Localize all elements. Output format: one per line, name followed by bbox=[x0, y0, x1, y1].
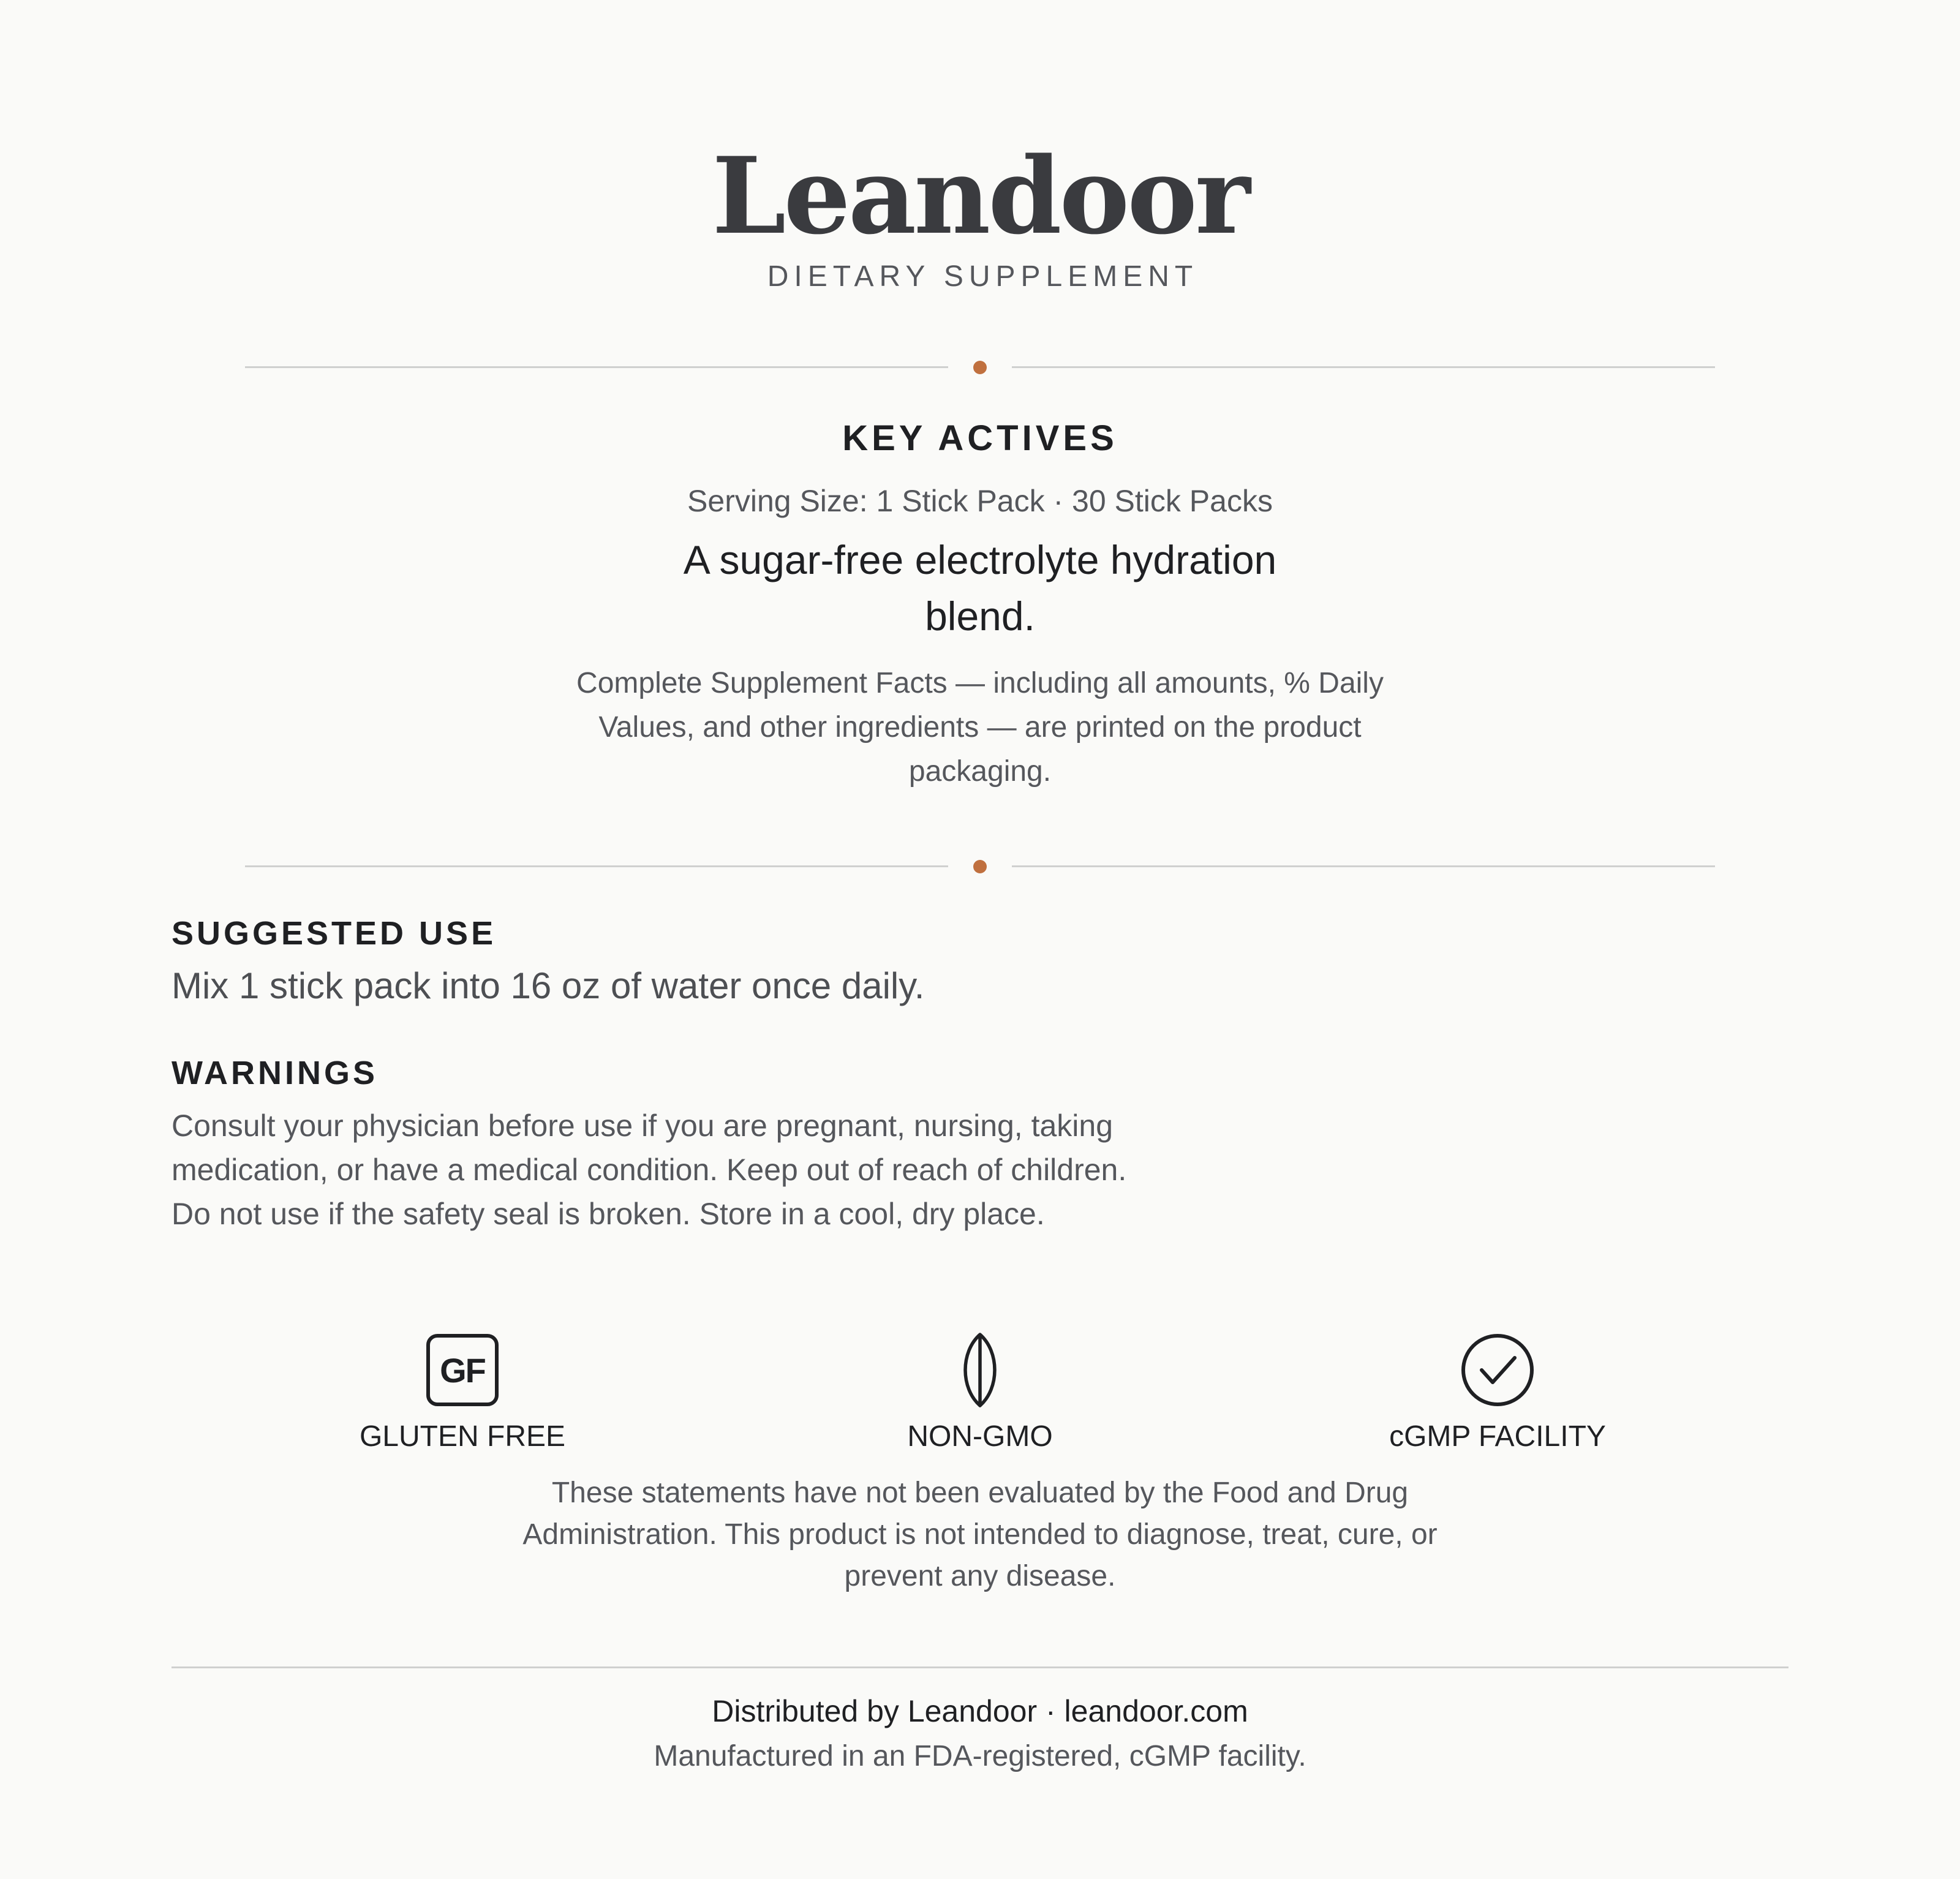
fda-disclaimer bbox=[0, 1472, 1960, 1597]
key-actives-title: KEY ACTIVES bbox=[842, 418, 1118, 458]
badge-label: GLUTEN FREE bbox=[359, 1420, 566, 1453]
distributor-line: Distributed by Leandoor · leandoor.com bbox=[712, 1694, 1248, 1728]
badge-non-gmo bbox=[796, 1329, 1164, 1455]
badge-cgmp bbox=[1314, 1329, 1681, 1455]
ornament-divider bbox=[245, 361, 1715, 373]
ornament-divider bbox=[245, 860, 1715, 872]
divider-line-right bbox=[1012, 865, 1715, 867]
product-tagline: A sugar-free electrolyte hydration blend. bbox=[683, 537, 1277, 639]
divider-line-right bbox=[1012, 366, 1715, 368]
divider-dot bbox=[973, 361, 987, 374]
leaf-icon bbox=[796, 1329, 1164, 1411]
brand-header bbox=[0, 134, 1960, 294]
divider-line-left bbox=[245, 366, 948, 368]
serving-size: Serving Size: 1 Stick Pack · 30 Stick Packs bbox=[687, 484, 1273, 518]
brand-subtitle: DIETARY SUPPLEMENT bbox=[767, 260, 1199, 293]
manufacturing-line: Manufactured in an FDA-registered, cGMP facility. bbox=[654, 1740, 1306, 1772]
supplement-facts-note: Complete Supplement Facts — including all amounts, % Daily Values, and other ingredients — are printed on the product packaging. bbox=[576, 667, 1384, 788]
brand-logo: Leandoor bbox=[712, 134, 1248, 258]
badge-gluten-free bbox=[279, 1329, 646, 1455]
warnings-title: WARNINGS bbox=[172, 1055, 378, 1091]
suggested-use-text: Mix 1 stick pack into 16 oz of water once daily. bbox=[172, 965, 925, 1006]
divider-dot bbox=[973, 860, 987, 873]
warnings-text: Consult your physician before use if you are pregnant, nursing, taking medication, or have a medical condition. Keep out of reach of children. Do not use if the safety seal is broken. Store in a cool, dry place. bbox=[172, 1109, 1127, 1231]
divider-line-left bbox=[245, 865, 948, 867]
warnings-section bbox=[172, 1053, 1127, 1236]
suggested-use-title: SUGGESTED USE bbox=[172, 915, 497, 952]
fda-disclaimer-text: These statements have not been evaluated by the Food and Drug Administration. This product is not intended to diagnose, treat, cure, or prevent any disease. bbox=[522, 1477, 1438, 1592]
label-footer bbox=[0, 1690, 1960, 1776]
footer-divider bbox=[172, 1666, 1789, 1668]
gluten-free-icon bbox=[279, 1329, 646, 1411]
badge-label: cGMP FACILITY bbox=[1389, 1420, 1606, 1453]
gluten-free-icon-text: GF bbox=[426, 1334, 499, 1406]
suggested-use-section bbox=[172, 914, 924, 1009]
key-actives-section bbox=[0, 416, 1960, 794]
badge-label: NON-GMO bbox=[907, 1420, 1053, 1453]
check-circle-icon bbox=[1314, 1329, 1681, 1411]
